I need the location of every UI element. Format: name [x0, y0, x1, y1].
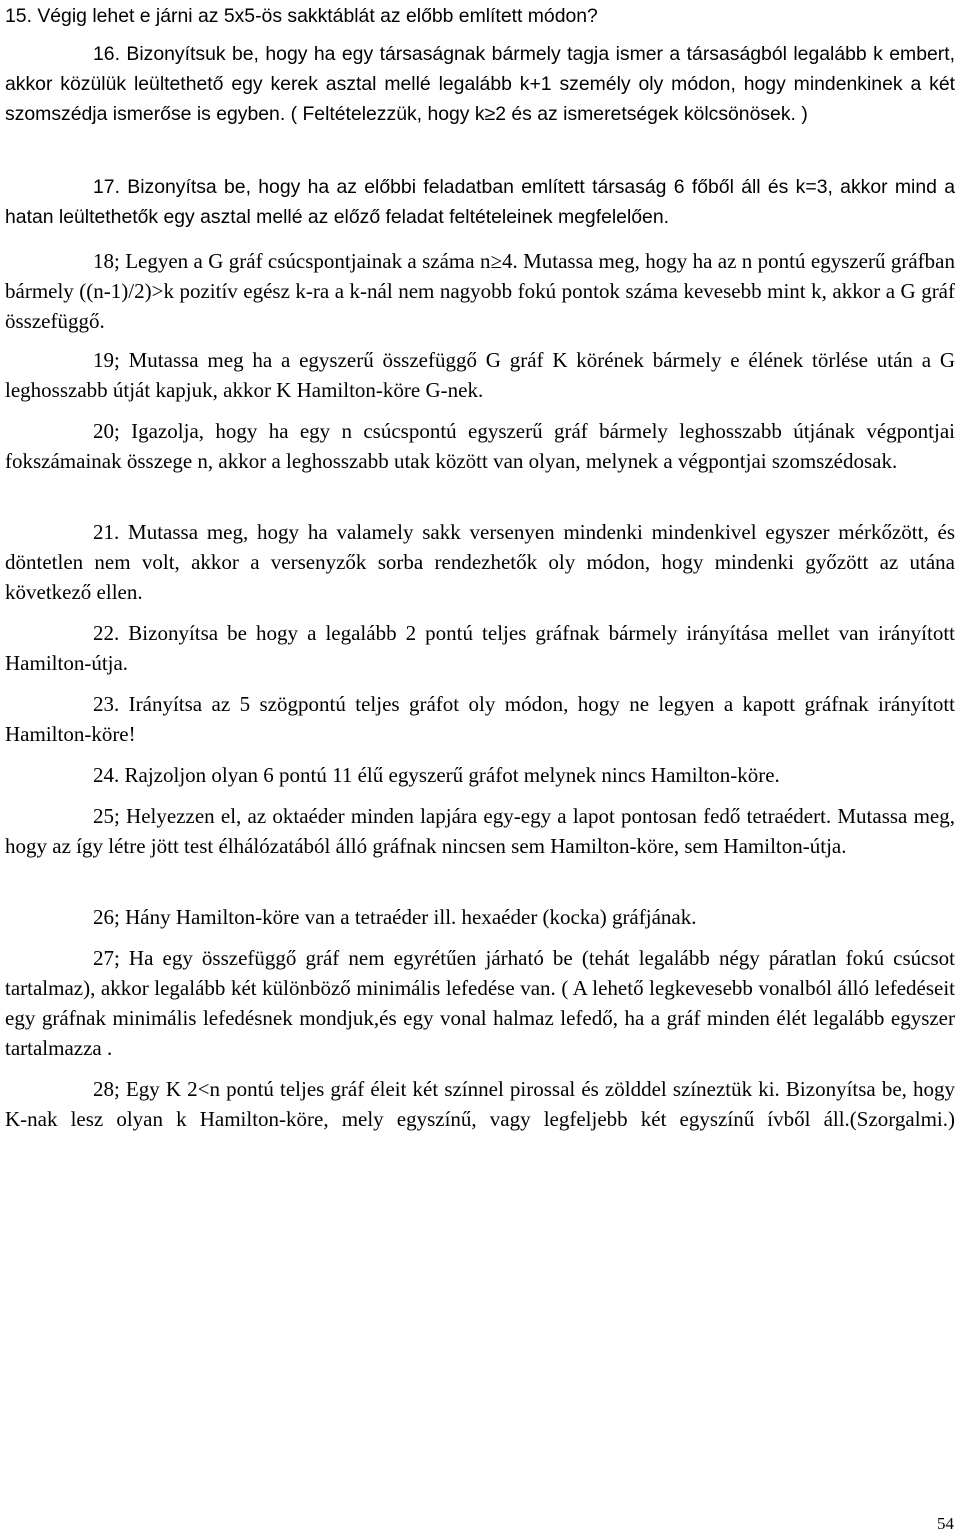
exercise-20: 20; Igazolja, hogy ha egy n csúcspontú egyszerű gráf bármely leghosszabb útjának végpontjai fokszámainak összege n, akkor a leghosszabb utak között van olyan, melynek a végpontjai szomszédosak.	[5, 419, 955, 473]
exercise-28: 28; Egy K 2<n pontú teljes gráf éleit két színnel pirossal és zölddel színeztük ki. Bizonyítsa be, hogy K-nak lesz olyan k Hamilton-köre, mely egyszínű, vagy legfeljebb két egyszínű ívből áll.(Szorgalmi.)	[5, 1077, 955, 1131]
exercise-15: 15. Végig lehet e járni az 5x5-ös sakktáblát az előbb említett módon?	[5, 5, 598, 27]
exercise-21: 21. Mutassa meg, hogy ha valamely sakk versenyen mindenki mindenkivel egyszer mérkőzött, és döntetlen nem volt, akkor a versenyzők sorba rendezhetők oly módon, hogy mindenki győzött az utána következő ellen.	[5, 520, 955, 604]
exercise-27: 27; Ha egy összefüggő gráf nem egyrétűen járható be (tehát legalább négy páratlan fokú csúcsot tartalmaz), akkor legalább két különböző minimális lefedése van. ( A lehető legkevesebb vonalból álló lefedéseit egy gráfnak minimális lefedésnek mondjuk,és egy vonal halmaz lefedő, ha a gráf minden élét legalább egyszer tartalmazza .	[5, 946, 955, 1060]
exercise-23: 23. Irányítsa az 5 szögpontú teljes gráfot oly módon, hogy ne legyen a kapott gráfnak irányított Hamilton-köre!	[5, 692, 955, 746]
exercise-16: 16. Bizonyítsuk be, hogy ha egy társaságnak bármely tagja ismer a társaságból legalább k embert, akkor közülük leültethető egy kerek asztal mellé legalább k+1 személy oly módon, hogy mindenkinek a két szomszédja ismerőse is egyben. ( Feltételezzük, hogy k≥2 és az ismeretségek kölcsönösek. )	[5, 43, 955, 125]
exercise-22: 22. Bizonyítsa be hogy a legalább 2 pontú teljes gráfnak bármely irányítása mellet van irányított Hamilton-útja.	[5, 621, 955, 675]
exercise-24: 24. Rajzoljon olyan 6 pontú 11 élű egyszerű gráfot melynek nincs Hamilton-köre.	[93, 763, 780, 787]
exercise-17: 17. Bizonyítsa be, hogy ha az előbbi feladatban említett társaság 6 főből áll és k=3, akkor mind a hatan leültethetők egy asztal mellé az előző feladat feltételeinek megfelelően.	[5, 176, 955, 228]
exercise-26: 26; Hány Hamilton-köre van a tetraéder ill. hexaéder (kocka) gráfjának.	[93, 905, 697, 929]
exercise-25: 25; Helyezzen el, az oktaéder minden lapjára egy-egy a lapot pontosan fedő tetraédert. Mutassa meg, hogy az így létre jött test élhálózatából álló gráfnak nincsen sem Hamilton-köre, sem Hamilton-útja.	[5, 804, 955, 858]
exercise-18: 18; Legyen a G gráf csúcspontjainak a száma n≥4. Mutassa meg, hogy ha az n pontú egyszerű gráfban bármely ((n-1)/2)>k pozitív egész k-ra a k-nál nem nagyobb fokú pontok száma kevesebb mint k, akkor a G gráf összefüggő.	[5, 249, 955, 333]
exercise-19: 19; Mutassa meg ha a egyszerű összefüggő G gráf K körének bármely e élének törlése után a G leghosszabb útját kapjuk, akkor K Hamilton-köre G-nek.	[5, 348, 955, 402]
page-number: 54	[937, 1514, 954, 1533]
